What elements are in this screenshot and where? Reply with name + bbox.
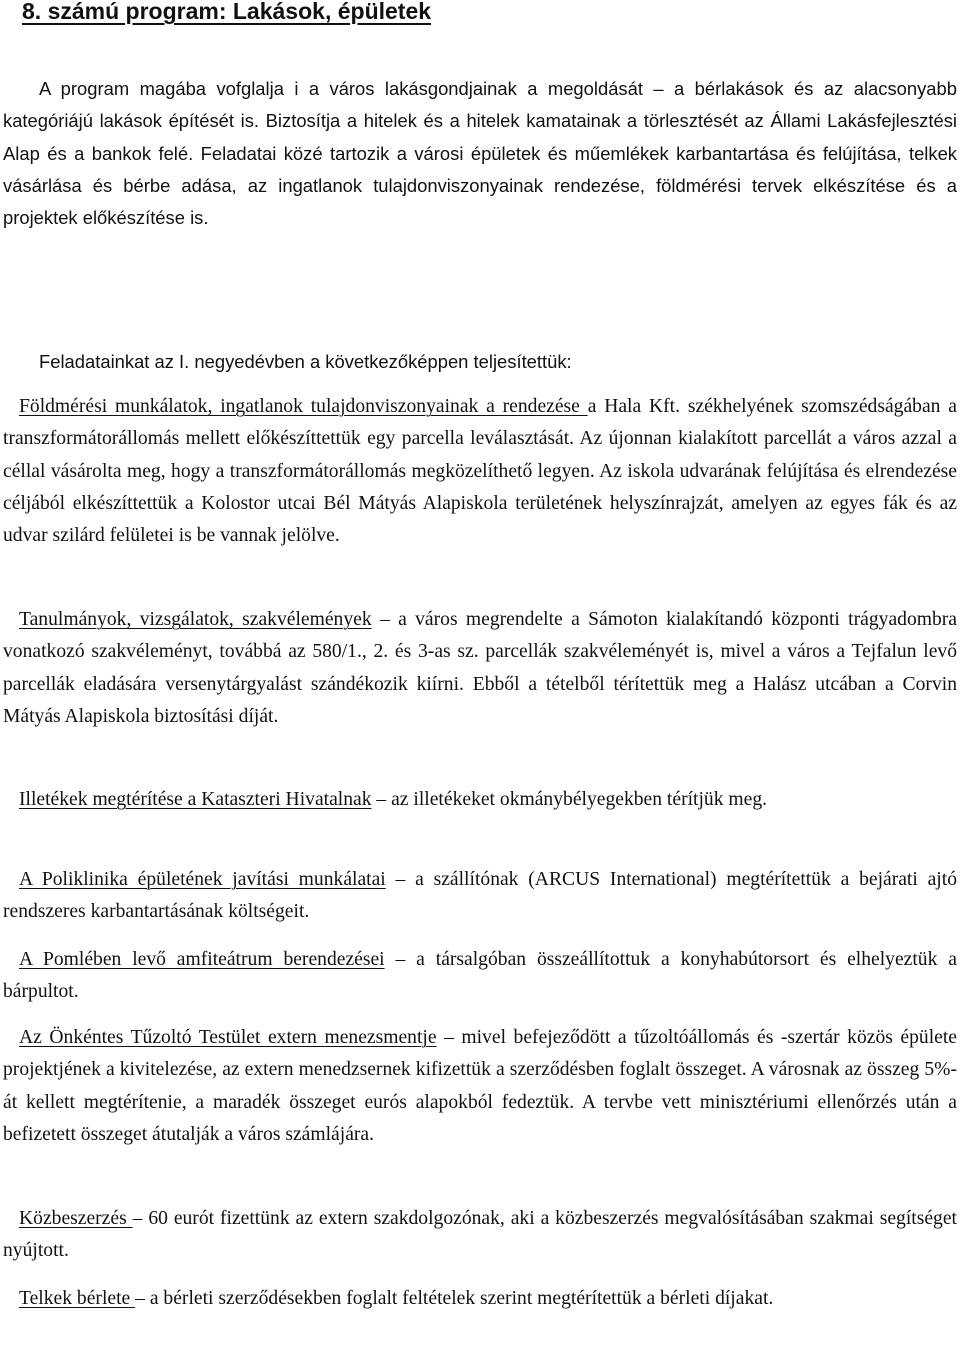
section-title: A Poliklinika épületének javítási munkálatai xyxy=(19,869,386,890)
section-title: Tanulmányok, vizsgálatok, szakvélemények xyxy=(19,609,372,630)
section-text: – mivel befejeződött a tűzoltóállomás és -szertár közös épülete projektjének a kivitelezése, az extern menedzsernek kifizettük a szerződésben foglalt összeget. A városnak az összeg 5%-át kellett megtérítenie, a maradék összeget eurós alapokból fedeztük. A tervbe vett minisztériumi ellenőrzés után a befizetett összeget átutalják a város számlájára. xyxy=(3,1027,957,1145)
section-surveying xyxy=(3,391,957,552)
section-fire-brigade xyxy=(3,1022,957,1151)
section-procurement xyxy=(3,1203,957,1268)
section-text: a Hala Kft. székhelyének szomszédságában a transzformátorállomás mellett előkészíttettük egy parcella leválasztását. Az újonnan kialakított parcellát a város azzal a céllal vásárolta meg, hogy a transzformátorállomás megközelíthető legyen. Az iskola udvarának felújítása és elrendezése céljából elkészíttettük a Kolostor utcai Bél Mátyás Alapiskola területének helyszínrajzát, amelyen az egyes fák és az udvar szilárd felületei is be vannak jelölve. xyxy=(3,396,957,547)
section-text: – a társalgóban összeállítottuk a konyhabútorsort és elhelyeztük a bárpultot. xyxy=(3,949,957,1003)
section-text: – a szállítónak (ARCUS International) megtérítettük a bejárati ajtó rendszeres karbantartásának költségeit. xyxy=(3,869,957,923)
section-title: Az Önkéntes Tűzoltó Testület extern menezsmentje xyxy=(19,1027,437,1048)
section-text: – a város megrendelte a Sámoton kialakítandó központi trágyadombra vonatkozó szakvéleményt, továbbá az 580/1., 2. és 3-as sz. parcellák szakvéleményét is, mivel a város a Tejfalun levő parcellák eladására versenytárgyalást szándékozik kiírni. Ebből a tételből térítettük meg a Halász utcában a Corvin Mátyás Alapiskola biztosítási díját. xyxy=(3,609,957,727)
section-text: – az illetékeket okmánybélyegekben térítjük meg. xyxy=(371,789,768,810)
intro-start: A program magába vofglalja i a város lakásgondjainak a megoldását – a bérlakások és az alacsonyabb kategóriájú lakások építését is. Biztosítja a hitelek és a hitelek kamatainak a törlesztését az Állami Lakásfejlesztési Alap és a bankok felé. xyxy=(3,78,957,164)
intro-rest: Feladatai közé tartozik a városi épületek és műemlékek karbantartása és felújítása, telkek vásárlása és bérbe adása, az ingatlanok tulajdonviszonyainak rendezése, földmérési tervek elkészítése és a projektek előkészítése is. xyxy=(3,142,958,229)
intro-paragraph xyxy=(3,73,957,234)
section-title: Földmérési munkálatok, ingatlanok tulajdonviszonyainak a rendezése xyxy=(19,396,588,417)
section-text: – a bérleti szerződésekben foglalt feltételek szerint megtérítettük a bérleti díjakat. xyxy=(135,1288,774,1309)
section-fees xyxy=(3,784,957,816)
section-title: Telkek bérlete xyxy=(19,1288,136,1309)
section-title: A Pomlében levő amfiteátrum berendezései xyxy=(19,949,385,970)
section-land-lease xyxy=(3,1283,957,1315)
section-text: – 60 eurót fizettünk az extern szakdolgozónak, aki a közbeszerzés megvalósításában szakmai segítséget nyújtott. xyxy=(3,1208,957,1262)
section-amphitheatre xyxy=(3,944,957,1009)
section-title: Illetékek megtérítése a Kataszteri Hivatalnak xyxy=(19,789,372,810)
tasks-line: Feladatainkat az I. negyedévben a következőképpen teljesítettük: xyxy=(39,351,572,372)
program-heading: 8. számú program: Lakások, épületek xyxy=(22,0,432,24)
section-title: Közbeszerzés xyxy=(19,1208,133,1229)
section-studies xyxy=(3,604,957,733)
section-polyclinic xyxy=(3,864,957,929)
